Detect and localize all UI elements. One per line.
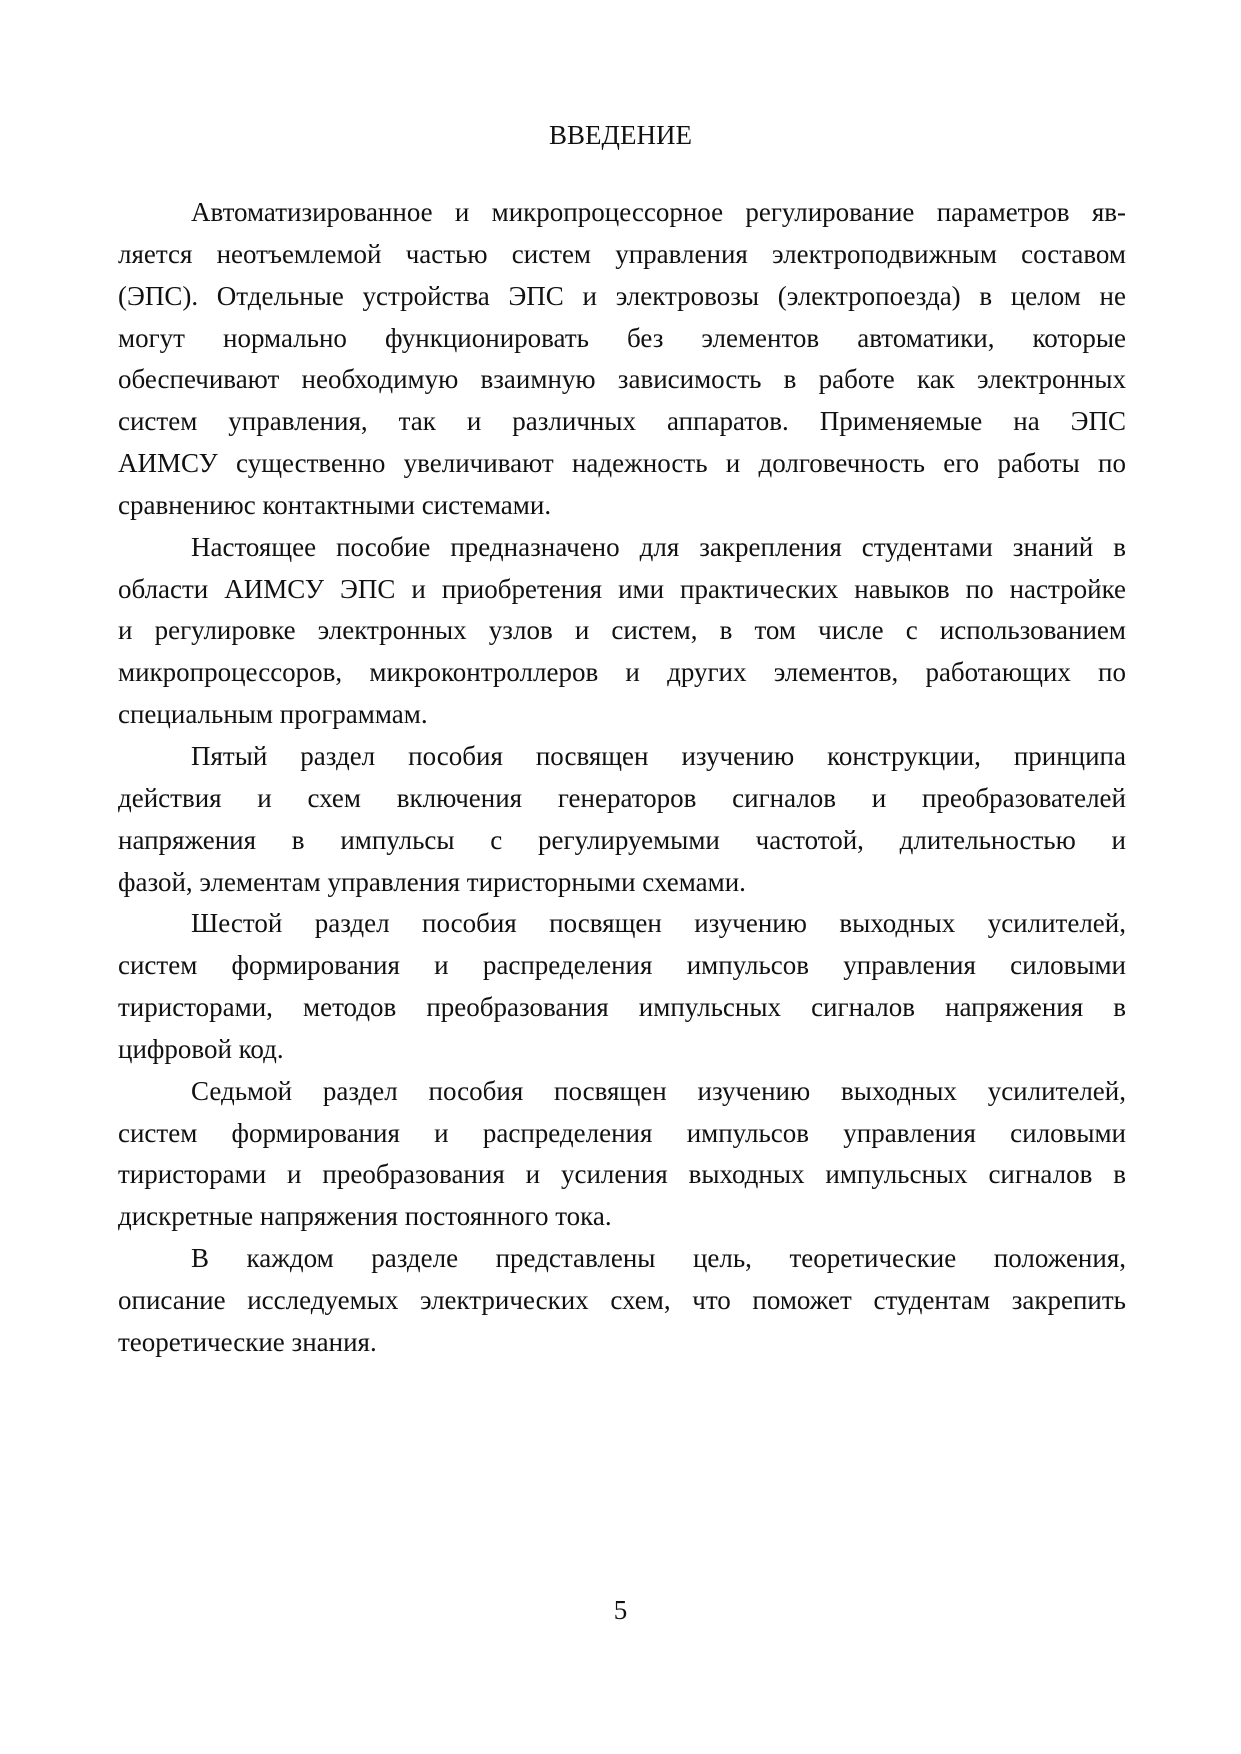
text-line: ляется неотъемлемой частью систем управления электроподвижным составом [118,238,1126,269]
paragraph [118,1238,1126,1364]
text-line: действия и схем включения генераторов сигналов и преобразователей [118,782,1126,813]
page-number: 5 [613,1595,628,1625]
text-line: напряжения в импульсы с регулируемыми частотой, длительностью и [118,824,1126,855]
text-line: сравнениюс контактными системами. [118,489,552,520]
section-title: ВВЕДЕНИЕ [549,120,692,150]
text-line: теоретические знания. [118,1326,377,1357]
text-line: систем формирования и распределения импульсов управления силовыми [118,950,1126,981]
text-line: тиристорами и преобразования и усиления выходных импульсных сигналов в [118,1159,1126,1190]
text-line: В каждом разделе представлены цель, теоретические положения, [191,1243,1126,1274]
text-line: АИМСУ существенно увеличивают надежность и долговечность его работы по [118,448,1126,479]
text-line: Настоящее пособие предназначено для закрепления студентами знаний в [191,531,1126,562]
text-line: специальным программам. [118,699,428,730]
paragraph [118,527,1126,736]
text-line: могут нормально функционировать без элементов автоматики, которые [118,322,1126,353]
text-line: Автоматизированное и микропроцессорное регулирование параметров яв- [191,197,1126,227]
text-line: области АИМСУ ЭПС и приобретения ими практических навыков по настройке [118,573,1126,604]
text-line: микропроцессоров, микроконтроллеров и других элементов, работающих по [118,657,1126,688]
paragraph [118,736,1126,903]
text-line: описание исследуемых электрических схем, что поможет студентам закрепить [118,1284,1126,1315]
text-line: и регулировке электронных узлов и систем, в том числе с использованием [118,615,1126,646]
text-line: тиристорами, методов преобразования импульсных сигналов напряжения в [118,992,1126,1023]
paragraph [118,192,1126,527]
body-text [118,192,1126,1364]
paragraph [118,1071,1126,1238]
paragraph [118,903,1126,1070]
text-line: фазой, элементам управления тиристорными схемами. [118,866,746,897]
text-line: цифровой код. [118,1033,284,1064]
text-line: (ЭПС). Отдельные устройства ЭПС и электровозы (электропоезда) в целом не [118,280,1126,311]
text-line: Седьмой раздел пособия посвящен изучению выходных усилителей, [191,1075,1126,1106]
text-line: Шестой раздел пособия посвящен изучению выходных усилителей, [191,908,1126,939]
text-line: систем формирования и распределения импульсов управления силовыми [118,1117,1126,1148]
text-line: Пятый раздел пособия посвящен изучению конструкции, принципа [191,740,1126,771]
text-line: обеспечивают необходимую взаимную зависимость в работе как электронных [118,364,1126,395]
text-line: дискретные напряжения постоянного тока. [118,1201,612,1232]
text-line: систем управления, так и различных аппаратов. Применяемые на ЭПС [118,406,1126,437]
